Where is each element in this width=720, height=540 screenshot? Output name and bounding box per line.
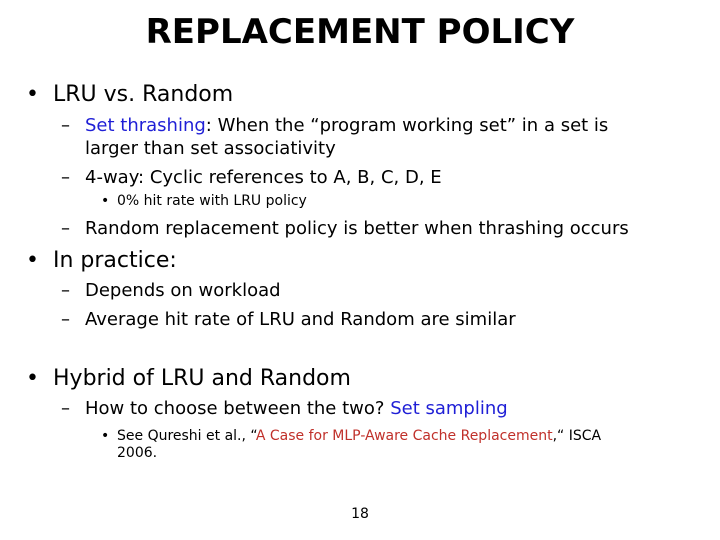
set-thrashing-line2: larger than set associativity bbox=[85, 138, 336, 159]
dash-icon: – bbox=[61, 280, 70, 301]
how-to-choose-text: How to choose between the two? bbox=[85, 398, 391, 419]
bullet-hybrid: Hybrid of LRU and Random bbox=[53, 366, 351, 391]
dash-icon: – bbox=[61, 167, 70, 188]
bullet-lru-vs-random: LRU vs. Random bbox=[53, 82, 234, 107]
slide-title: REPLACEMENT POLICY bbox=[145, 12, 575, 52]
bullet-icon: • bbox=[26, 248, 39, 273]
set-thrashing-term: Set thrashing bbox=[85, 115, 206, 136]
set-thrashing-text: : When the “program working set” in a set is bbox=[205, 115, 609, 136]
citation-suffix: ,“ ISCA bbox=[552, 428, 602, 444]
average-hit-rate: Average hit rate of LRU and Random are similar bbox=[85, 309, 516, 330]
set-sampling-term: Set sampling bbox=[390, 398, 508, 419]
four-way-cyclic: 4-way: Cyclic references to A, B, C, D, E bbox=[85, 167, 442, 188]
random-better: Random replacement policy is better when thrashing occurs bbox=[85, 218, 629, 239]
bullet-icon: • bbox=[26, 366, 39, 391]
dash-icon: – bbox=[61, 309, 70, 330]
bullet-icon: • bbox=[26, 82, 39, 107]
citation-line1 bbox=[117, 428, 601, 445]
dash-icon: – bbox=[61, 115, 70, 136]
bullet-icon: • bbox=[101, 428, 110, 444]
bullet-in-practice: In practice: bbox=[53, 248, 177, 273]
dash-icon: – bbox=[61, 398, 70, 419]
set-thrashing-line1 bbox=[85, 115, 608, 137]
how-to-choose bbox=[85, 398, 508, 420]
citation-prefix: See Qureshi et al., “ bbox=[117, 428, 256, 444]
page-number: 18 bbox=[351, 506, 369, 522]
zero-hit-rate: 0% hit rate with LRU policy bbox=[117, 193, 307, 209]
depends-on-workload: Depends on workload bbox=[85, 280, 281, 301]
citation-paper-title: A Case for MLP-Aware Cache Replacement bbox=[255, 428, 553, 444]
dash-icon: – bbox=[61, 218, 70, 239]
bullet-icon: • bbox=[101, 193, 110, 209]
citation-year: 2006. bbox=[117, 445, 158, 461]
